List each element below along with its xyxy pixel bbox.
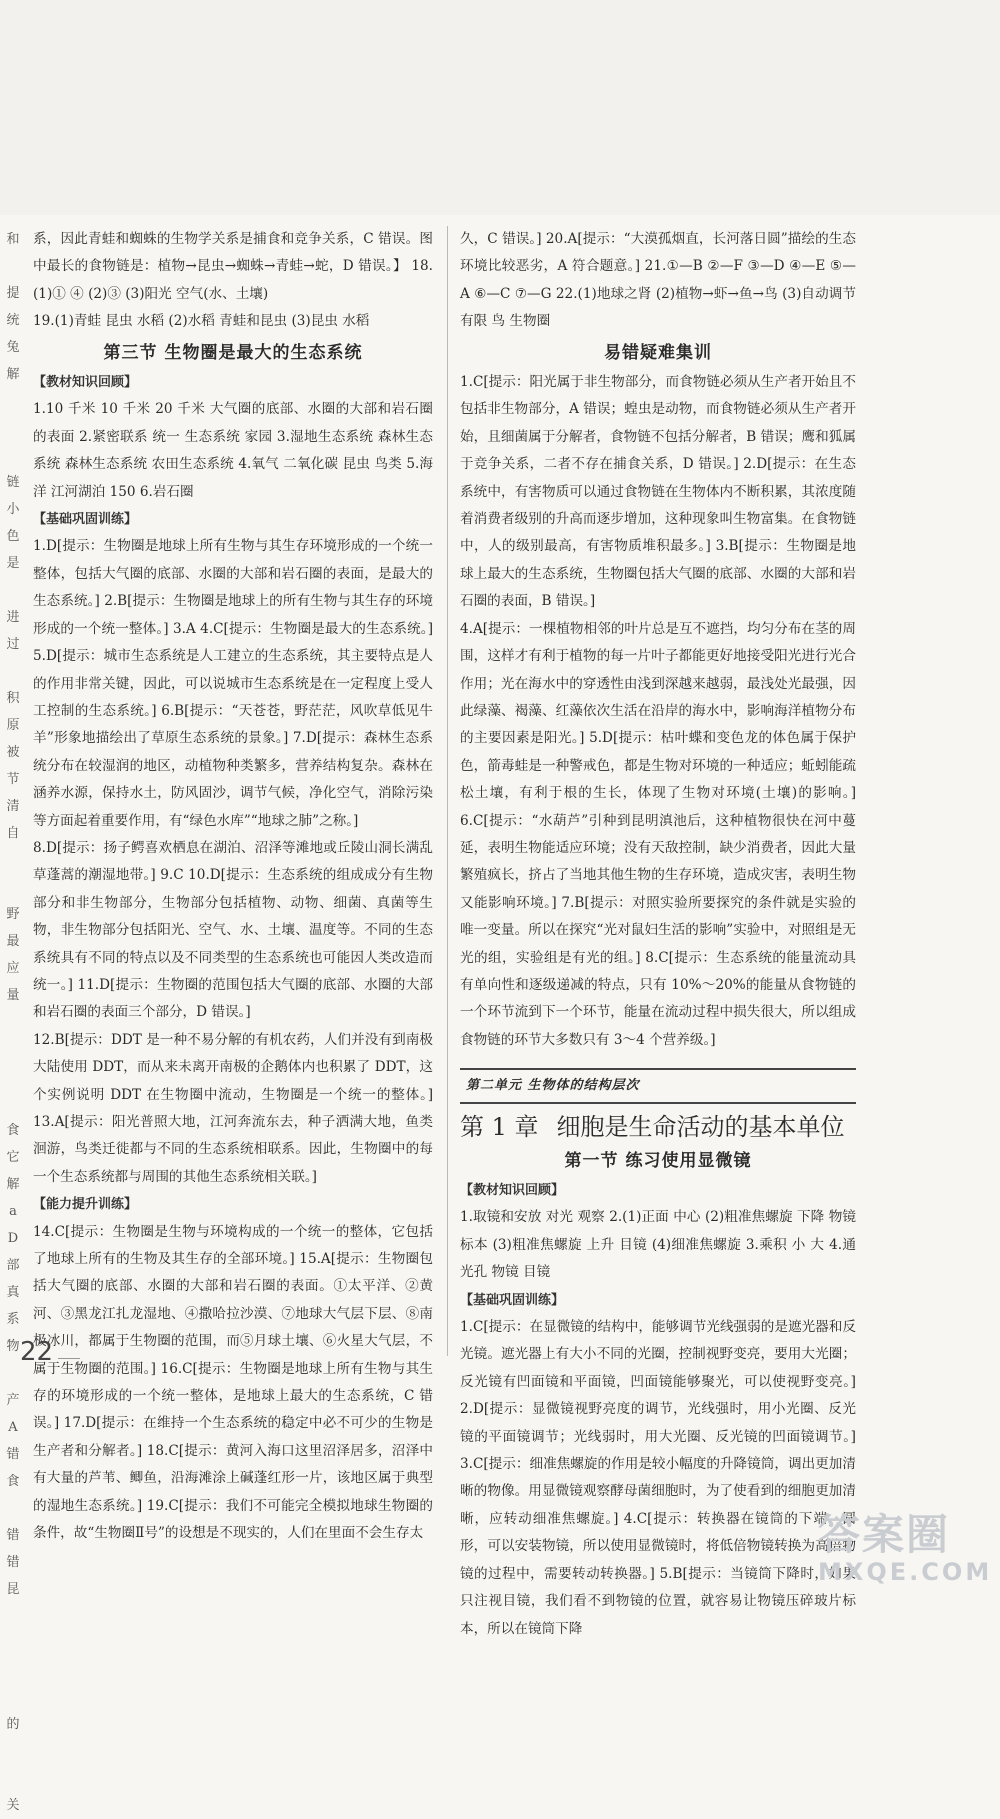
section-title: 第三节 生物圈是最大的生态系统: [103, 342, 363, 363]
margin-char: 兔: [6, 340, 20, 355]
margin-char: 链: [6, 475, 20, 490]
margin-char: [2, 1630, 24, 1657]
margin-char: 的: [6, 1717, 20, 1732]
margin-char: 色: [6, 529, 20, 544]
chapter-number: 第 1 章: [460, 1112, 539, 1141]
margin-char: 量: [6, 988, 20, 1003]
margin-char: [2, 577, 24, 604]
margin-char: 错: [6, 1528, 20, 1543]
margin-char: [2, 1657, 24, 1684]
watermark-text: 答案圈: [818, 1510, 951, 1559]
blank-header-area: [0, 0, 1000, 215]
margin-char: 真: [6, 1285, 20, 1300]
answer-paragraph: 1.10 千米 10 千米 20 千米 大气圈的底部、水圈的大部和岩石圈的表面 2.紧密联系 统一 生态系统 家园 3.湿地生态系统 森林生态系统 森林生态系统 农田生态系统 4.氧气 二氧化碳 昆虫 鸟类 5.海洋 江河湖泊 150 6.岩石圈: [33, 401, 433, 500]
margin-char: [2, 253, 24, 280]
margin-char: [2, 1765, 24, 1792]
margin-char: [2, 1495, 24, 1522]
watermark-logo: [818, 1510, 993, 1592]
answer-paragraph: 8.D[提示：扬子鳄喜欢栖息在湖泊、沼泽等滩地或丘陵山洞长满乱草蓬蒿的潮湿地带。] 9.C 10.D[提示：生态系统的组成成分有生物部分和非生物部分，生物部分包括植物、动物、细菌、真菌等生物，非生物部分包括阳光、空气、水、土壤、温度等。不同的生态系统具有不同的特点以及不同类型的生态系统也可能因人类改造而统一。] 11.D[提示：生物圈的范围包括大气圈的底部、水圈的大部和岩石圈的表面三个部分，D 错误。]: [33, 839, 433, 1021]
margin-char: 最: [6, 934, 20, 949]
answer-paragraph: 1.D[提示：生物圈是地球上所有生物与其生存环境形成的一个统一整体，包括大气圈的底部、水圈的大部和岩石圈的表面，是最大的生态系统。] 2.B[提示：生物圈是地球上的所有生物与其生存的环境形成的一个统一整体。] 3.A 4.C[提示：生物圈是最大的生态系统。] 5.D[提示：城市生态系统是人工建立的生态系统，其主要特点是人的作用非常关键，因此，可以说城市生态系统是在一定程度上受人工控制的生态系统。] 6.B[提示：“天苍苍，野茫茫，风吹草低见牛羊”形象地描绘出了草原生态系统的景象。] 7.D[提示：森林生态系统分布在较湿润的地区，动植物种类繁多，营养结构复杂。森林在涵养水源，保持水土，防风固沙，调节气候，净化空气，消除污染等方面起着重要作用，有“绿色水库”“地球之肺”之称。]: [33, 538, 433, 829]
margin-char: 小: [6, 502, 20, 517]
margin-char: 错: [6, 1555, 20, 1570]
margin-char: [2, 388, 24, 415]
margin-char: 部: [6, 1258, 20, 1273]
margin-char: 解: [6, 367, 20, 382]
margin-char: 节: [6, 772, 20, 787]
subsection-label: 【教材知识回顾】: [460, 1183, 565, 1198]
margin-char: 错: [6, 1447, 20, 1462]
answer-paragraph: 1.取镜和安放 对光 观察 2.(1)正面 中心 (2)粗准焦螺旋 下降 物镜 标本 (3)粗准焦螺旋 上升 目镜 (4)细准焦螺旋 3.乘积 小 大 4.通光孔 物镜 目镜: [460, 1209, 856, 1281]
answer-paragraph: 久，C 错误。] 20.A[提示：“大漠孤烟直，长河落日圆”描绘的生态环境比较恶劣，A 符合题意。] 21.①—B ②—F ③—D ④—E ⑤—A ⑥—C ⑦—G 22.(1)地球之肾 (2)植物→虾→鱼→鸟 (3)自动调节 有限 鸟 生物圈: [460, 231, 856, 330]
left-column: [33, 226, 433, 1548]
margin-char: 食: [6, 1474, 20, 1489]
margin-char: 产: [6, 1393, 20, 1408]
margin-char: 昆: [6, 1582, 20, 1597]
chapter-name: 细胞是生命活动的基本单位: [556, 1112, 845, 1141]
margin-char: 应: [6, 961, 20, 976]
answer-paragraph: 1.C[提示：在显微镜的结构中，能够调节光线强弱的是遮光器和反光镜。遮光器上有大小不同的光圈，控制视野变亮，要用大光圈；反光镜有凹面镜和平面镜，凹面镜能够聚光，可以使视野变亮。] 2.D[提示：显微镜视野亮度的调节，光线强时，用小光圈、反光镜的平面镜调节；光线弱时，用大光圈、反光镜的凹面镜调节。] 3.C[提示：细准焦螺旋的作用是较小幅度的升降镜筒，调出更加清晰的物像。用显微镜观察酵母菌细胞时，为了使看到的细胞更加清晰，应转动细准焦螺旋。] 4.C[提示：转换器在镜筒的下端，圆形，可以安装物镜，所以使用显微镜时，将低倍物镜转换为高倍物镜的过程中，需要转动转换器。] 5.B[提示：当镜筒下降时，如果只注视目镜，我们看不到物镜的位置，就容易让物镜压碎玻片标本，所以在镜筒下降: [460, 1319, 856, 1637]
margin-char: 提: [6, 286, 20, 301]
margin-char: [2, 1036, 24, 1063]
margin-char: 清: [6, 799, 20, 814]
watermark-url: MXQE.COM: [818, 1558, 993, 1586]
subsection-title: 第一节 练习使用显微镜: [564, 1150, 752, 1171]
margin-char: [2, 658, 24, 685]
margin-char: [2, 1684, 24, 1711]
margin-char: 统: [6, 313, 20, 328]
margin-char: [2, 847, 24, 874]
margin-char: [2, 1090, 24, 1117]
subsection-label: 【基础巩固训练】: [460, 1292, 565, 1308]
page-number: 22: [20, 1337, 54, 1367]
subsection-label: 【能力提升训练】: [33, 1197, 138, 1213]
margin-char: 关: [6, 1798, 20, 1813]
margin-char: [2, 1738, 24, 1765]
page-number-rule: [58, 1358, 80, 1359]
chapter-title: [460, 1110, 856, 1144]
answer-paragraph: 4.A[提示：一棵植物相邻的叶片总是互不遮挡，均匀分布在茎的周围，这样才有利于植物的每一片叶子都能更好地接受阳光进行光合作用；光在海水中的穿透性由浅到深越来越弱，最浅处光最强，因此绿藻、褐藻、红藻依次生活在沿岸的海水中，影响海洋植物分布的主要因素是阳光。] 5.D[提示：枯叶蝶和变色龙的体色属于保护色，箭毒蛙是一种警戒色，都是生物对环境的一种适应；蚯蚓能疏松土壤，有利于根的生长，体现了生物对环境(土壤)的影响。] 6.C[提示：“水葫芦”引种到昆明滇池后，这种植物很快在河中蔓延，表明生物能适应环境；没有天敌控制，缺少消费者，因此大量繁殖疯长，挤占了当地其他生物的生存环境，造成灾害，表明生物又能影响环境。] 7.B[提示：对照实验所要探究的条件就是实验的唯一变量。所以在探究“光对鼠妇生活的影响”实验中，对照组是无光的组，实验组是有光的组。] 8.C[提示：生态系统的能量流动具有单向性和逐级递减的特点，只有 10%～20%的能量从食物链的一个环节流到下一个环节，能量在流动过程中损失很大，所以组成食物链的环节大多数只有 3～4 个营养级。]: [460, 620, 856, 1048]
margin-char: 解: [6, 1177, 20, 1192]
margin-char: [2, 442, 24, 469]
margin-char: 过: [6, 637, 20, 652]
margin-char: 系: [6, 1312, 20, 1327]
margin-char: A: [8, 1420, 18, 1435]
answer-paragraph: 系，因此青蛙和蜘蛛的生物学关系是捕食和竞争关系，C 错误。图中最长的食物链是：植物→昆虫→蜘蛛→青蛙→蛇，D 错误。】 18.(1)① ④ (2)③ (3)阳光 空气(水、土壤): [33, 231, 433, 302]
subsection-label: 【基础巩固训练】: [33, 512, 138, 528]
margin-char: [2, 874, 24, 901]
right-column: [460, 226, 856, 1643]
margin-char: 食: [6, 1123, 20, 1138]
margin-char: 进: [6, 610, 20, 625]
margin-char: 野: [6, 907, 20, 922]
column-divider: [447, 226, 448, 1356]
margin-char: 原: [6, 718, 20, 733]
margin-char: D: [7, 1231, 19, 1246]
answer-paragraph: 14.C[提示：生物圈是生物与环境构成的一个统一的整体，它包括了地球上所有的生物及其生存的全部环境。] 15.A[提示：生物圈包括大气圈的底部、水圈的大部和岩石圈的表面。①太平洋、②黄河、③黑龙江扎龙湿地、④撒哈拉沙漠、⑦地球大气层下层、⑧南极冰川，都属于生物圈的范围，而⑤月球土壤、⑥火星大气层，不属于生物圈的范围。] 16.C[提示：生物圈是地球上所有生物与其生存的环境形成的一个统一整体，是地球上最大的生态系统，C 错误。] 17.D[提示：在维持一个生态系统的稳定中必不可少的生物是生产者和分解者。] 18.C[提示：黄河入海口这里沼泽居多，沼泽中有大量的芦苇、鲫鱼，沿海滩涂上碱蓬红形一片，该地区属于典型的湿地生态系统。] 19.C[提示：我们不可能完全模拟地球生物圈的条件，故“生物圈Ⅱ号”的设想是不现实的，人们在里面不会生存太: [33, 1223, 433, 1542]
answer-paragraph: 19.(1)青蛙 昆虫 水稻 (2)水稻 青蛙和昆虫 (3)昆虫 水稻: [33, 313, 370, 330]
margin-char: 是: [6, 556, 20, 571]
margin-char: 积: [6, 691, 20, 706]
margin-char: a: [9, 1204, 17, 1219]
unit-banner: 第二单元 生物体的结构层次: [460, 1068, 856, 1103]
margin-char: [2, 415, 24, 442]
margin-char: 自: [6, 826, 20, 841]
margin-char: 它: [6, 1150, 20, 1165]
margin-char: 和: [6, 232, 20, 247]
answer-paragraph: 12.B[提示：DDT 是一种不易分解的有机农药，人们并没有到南极大陆使用 DDT，而从来未离开南极的企鹅体内也积累了 DDT，这个实例说明 DDT 在生物圈中流动，生物圈是一个统一的整体。] 13.A[提示：阳光普照大地，江河奔流东去，种子洒满大地，鱼类洄游，鸟类迁徙都与不同的生态系统相联系。因此，生物圈中的每一个生态系统都与周围的其他生态系统相关联。]: [33, 1031, 433, 1185]
margin-char: 被: [6, 745, 20, 760]
margin-char: [2, 1009, 24, 1036]
subsection-label: 【教材知识回顾】: [33, 375, 138, 391]
margin-char: [2, 1603, 24, 1630]
section-title: 易错疑难集训: [604, 342, 712, 363]
margin-char: 物: [6, 1339, 20, 1354]
margin-char: [2, 1063, 24, 1090]
answer-paragraph: 1.C[提示：阳光属于非生物部分，而食物链必须从生产者开始且不包括非生物部分，A 错误；蝗虫是动物，而食物链必须从生产者开始，且细菌属于分解者，食物链不包括分解者，B 错误；鹰和狐属于竞争关系，二者不存在捕食关系，D 错误。] 2.D[提示：在生态系统中，有害物质可以通过食物链在生物体内不断积累，其浓度随着消费者级别的升高而逐步增加，这种现象叫生物富集。在食物链中，人的级别最高，有害物质堆积最多。] 3.B[提示：生物圈是地球上最大的生态系统，生物圈包括大气圈的底部、水圈的大部和岩石圈的表面，B 错误。]: [460, 374, 856, 610]
